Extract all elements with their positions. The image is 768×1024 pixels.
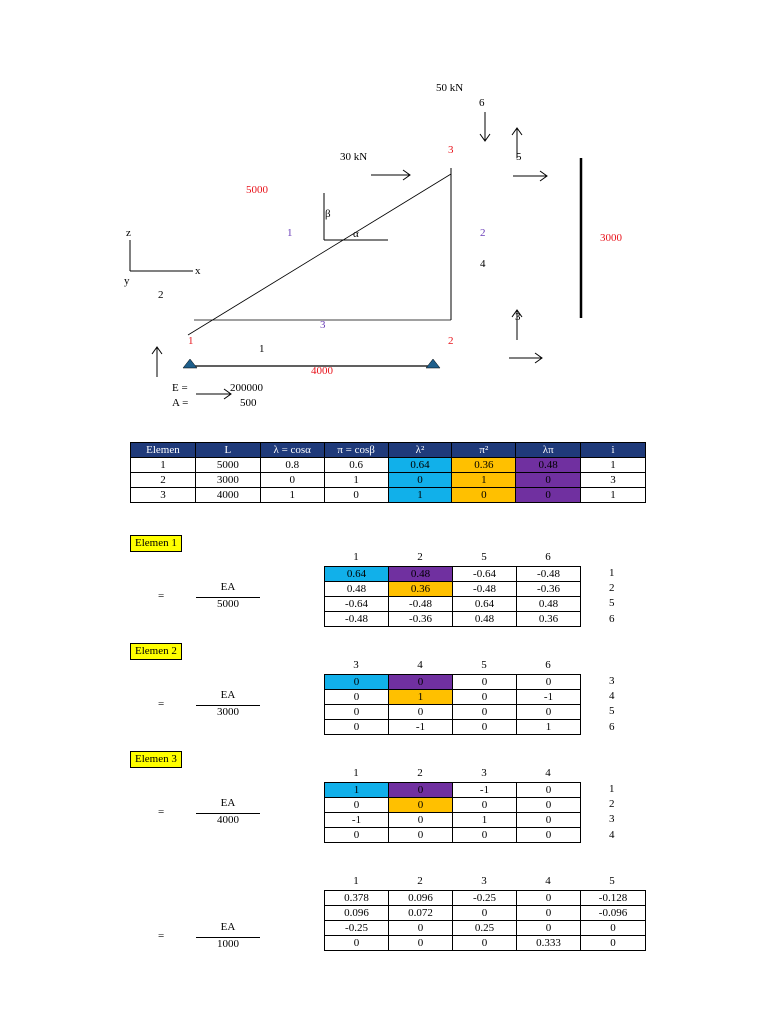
- cell: 0: [581, 921, 646, 936]
- column-index: 5: [481, 551, 487, 563]
- cell: 3: [131, 488, 196, 503]
- cell: 0: [581, 936, 646, 951]
- table-row: [325, 567, 581, 582]
- cell: 0.25: [453, 921, 517, 936]
- fraction-numerator: EA: [220, 797, 236, 809]
- cell: 1: [581, 488, 646, 503]
- cell: 0: [517, 675, 581, 690]
- table-row: [131, 488, 646, 503]
- cell: 0.64: [325, 567, 389, 582]
- cell: 0: [389, 675, 453, 690]
- cell: 0: [389, 813, 453, 828]
- cell: 0: [389, 936, 453, 951]
- cell: 0: [453, 675, 517, 690]
- cell: 0: [517, 828, 581, 843]
- column-index: 5: [481, 659, 487, 671]
- equals-sign: =: [158, 930, 165, 942]
- column-index: 4: [417, 659, 423, 671]
- cell: 0.6: [324, 458, 388, 473]
- element-1-matrix: [324, 566, 581, 627]
- cell: 0: [517, 798, 581, 813]
- cell: -0.096: [581, 906, 646, 921]
- cell: -0.48: [389, 597, 453, 612]
- fraction-denominator: 5000: [217, 598, 239, 610]
- cell: -1: [453, 783, 517, 798]
- header-l: L: [195, 443, 260, 458]
- cell: 0: [325, 675, 389, 690]
- cell: -0.64: [453, 567, 517, 582]
- cell: 1: [131, 458, 196, 473]
- cell: 0: [517, 921, 581, 936]
- cell: 0.36: [452, 458, 516, 473]
- cell: -1: [517, 690, 581, 705]
- equals-sign: =: [158, 590, 165, 602]
- fraction-denominator: 1000: [217, 938, 239, 950]
- cell: 0.36: [517, 612, 581, 627]
- axis-y-label: y: [124, 275, 130, 287]
- cell: 0: [389, 798, 453, 813]
- column-index: 3: [353, 659, 359, 671]
- beta-symbol: β: [325, 208, 331, 220]
- cell: 0: [453, 906, 517, 921]
- column-index: 3: [481, 767, 487, 779]
- column-index: 4: [545, 767, 551, 779]
- cell: 0.072: [389, 906, 453, 921]
- cell: 0.333: [517, 936, 581, 951]
- cell: 0: [325, 936, 389, 951]
- fraction-numerator: EA: [220, 689, 236, 701]
- row-index: 3: [609, 813, 615, 825]
- cell: 0: [516, 473, 581, 488]
- cell: 1: [453, 813, 517, 828]
- element-2-matrix: [324, 674, 581, 735]
- column-index: 3: [481, 875, 487, 887]
- cell: 0.48: [453, 612, 517, 627]
- cell: 0.48: [389, 567, 453, 582]
- length-3000-label: 3000: [600, 232, 622, 244]
- cell: 0: [453, 720, 517, 735]
- cell: 0: [453, 705, 517, 720]
- header-pi: π = cosβ: [324, 443, 388, 458]
- length-5000-label: 5000: [246, 184, 268, 196]
- cell: 1: [324, 473, 388, 488]
- e-value: 200000: [230, 382, 263, 394]
- cell: 0.64: [453, 597, 517, 612]
- table-row: [325, 936, 646, 951]
- cell: 0: [389, 921, 453, 936]
- cell: -0.64: [325, 597, 389, 612]
- cell: -1: [389, 720, 453, 735]
- cell: 0.48: [517, 597, 581, 612]
- row-index: 2: [609, 582, 615, 594]
- table-row: [325, 813, 581, 828]
- cell: 0: [325, 828, 389, 843]
- equals-sign: =: [158, 698, 165, 710]
- cell: 0.378: [325, 891, 389, 906]
- table-row: [325, 906, 646, 921]
- table-row: [325, 783, 581, 798]
- a-value: 500: [240, 397, 257, 409]
- row-index: 4: [609, 829, 615, 841]
- cell: -0.36: [389, 612, 453, 627]
- table-row: [325, 798, 581, 813]
- column-index: 4: [545, 875, 551, 887]
- header-lambda: λ = cosα: [260, 443, 324, 458]
- table-row: [325, 828, 581, 843]
- axis-x-label: x: [195, 265, 201, 277]
- row-index: 6: [609, 613, 615, 625]
- cell: 0: [453, 936, 517, 951]
- table-row: [325, 891, 646, 906]
- cell: 4000: [195, 488, 260, 503]
- cell: 0.48: [325, 582, 389, 597]
- cell: 2: [131, 473, 196, 488]
- cell: -0.36: [517, 582, 581, 597]
- header-i: i: [581, 443, 646, 458]
- cell: 0: [325, 690, 389, 705]
- fraction-numerator: EA: [220, 581, 236, 593]
- column-index: 2: [417, 767, 423, 779]
- cell: 0: [324, 488, 388, 503]
- cell: 3: [581, 473, 646, 488]
- element-2-tag: Elemen 2: [130, 643, 182, 660]
- cell: 0.8: [260, 458, 324, 473]
- cell: 1: [581, 458, 646, 473]
- cell: 0: [452, 488, 516, 503]
- cell: 0.48: [516, 458, 581, 473]
- cell: -0.25: [325, 921, 389, 936]
- cell: -0.48: [453, 582, 517, 597]
- cell: -0.48: [325, 612, 389, 627]
- cell: 0.36: [389, 582, 453, 597]
- row-index: 6: [609, 721, 615, 733]
- column-index: 5: [609, 875, 615, 887]
- load-30kn-label: 30 kN: [340, 151, 368, 163]
- table-row: [131, 458, 646, 473]
- cell: -1: [325, 813, 389, 828]
- table-row: [325, 597, 581, 612]
- cell: 1: [517, 720, 581, 735]
- header-pi-sq: π²: [452, 443, 516, 458]
- cell: 0: [325, 705, 389, 720]
- dof-4-label: 4: [480, 258, 486, 270]
- header-lambda-sq: λ²: [388, 443, 452, 458]
- column-index: 6: [545, 551, 551, 563]
- element-2-label: 2: [480, 227, 486, 239]
- summary-table: [130, 442, 646, 503]
- table-row: [325, 582, 581, 597]
- load-50kn-label: 50 kN: [436, 82, 464, 94]
- table-row: [131, 473, 646, 488]
- element-1-tag: Elemen 1: [130, 535, 182, 552]
- fraction-denominator: 3000: [217, 706, 239, 718]
- cell: 0: [517, 906, 581, 921]
- cell: 0: [389, 783, 453, 798]
- table-row: [325, 720, 581, 735]
- cell: -0.128: [581, 891, 646, 906]
- fraction-denominator: 4000: [217, 814, 239, 826]
- cell: -0.25: [453, 891, 517, 906]
- row-index: 1: [609, 783, 615, 795]
- a-label: A =: [172, 397, 189, 409]
- cell: 0: [517, 705, 581, 720]
- length-4000-label: 4000: [311, 365, 333, 377]
- equals-sign: =: [158, 806, 165, 818]
- cell: 1: [260, 488, 324, 503]
- summary-header-row: [131, 443, 646, 458]
- row-index: 1: [609, 567, 615, 579]
- cell: 3000: [195, 473, 260, 488]
- cell: 1: [452, 473, 516, 488]
- cell: 0: [388, 473, 452, 488]
- table-row: [325, 921, 646, 936]
- cell: 0.64: [388, 458, 452, 473]
- row-index: 2: [609, 798, 615, 810]
- cell: 0.096: [389, 891, 453, 906]
- table-row: [325, 612, 581, 627]
- cell: 1: [325, 783, 389, 798]
- cell: 5000: [195, 458, 260, 473]
- column-index: 1: [353, 551, 359, 563]
- cell: 0: [516, 488, 581, 503]
- cell: 0: [325, 720, 389, 735]
- element-1-label: 1: [287, 227, 293, 239]
- cell: 0: [453, 798, 517, 813]
- cell: 0: [325, 798, 389, 813]
- cell: 0: [453, 690, 517, 705]
- column-index: 6: [545, 659, 551, 671]
- element-3-label: 3: [320, 319, 326, 331]
- dof-3-label: 3: [515, 311, 521, 323]
- node-3-label: 3: [448, 144, 454, 156]
- cell: 0: [260, 473, 324, 488]
- column-index: 1: [353, 875, 359, 887]
- column-index: 2: [417, 875, 423, 887]
- cell: 1: [388, 488, 452, 503]
- row-index: 5: [609, 705, 615, 717]
- cell: 0: [453, 828, 517, 843]
- diagram-lines: [0, 0, 768, 420]
- element-3-tag: Elemen 3: [130, 751, 182, 768]
- element-3-matrix: [324, 782, 581, 843]
- fraction-numerator: EA: [220, 921, 236, 933]
- table-row: [325, 675, 581, 690]
- header-elemen: Elemen: [131, 443, 196, 458]
- dof-2-label: 2: [158, 289, 164, 301]
- header-lambda-pi: λπ: [516, 443, 581, 458]
- table-row: [325, 690, 581, 705]
- alpha-symbol: α: [353, 228, 359, 240]
- cell: 0.096: [325, 906, 389, 921]
- cell: 0: [517, 783, 581, 798]
- row-index: 3: [609, 675, 615, 687]
- column-index: 2: [417, 551, 423, 563]
- row-index: 4: [609, 690, 615, 702]
- dof-6-label: 6: [479, 97, 485, 109]
- global-matrix: [324, 890, 646, 951]
- axis-z-label: z: [126, 227, 131, 239]
- cell: 0: [517, 891, 581, 906]
- node-2-label: 2: [448, 335, 454, 347]
- table-row: [325, 705, 581, 720]
- cell: 1: [389, 690, 453, 705]
- cell: 0: [389, 705, 453, 720]
- dof-5-label: 5: [516, 151, 522, 163]
- cell: -0.48: [517, 567, 581, 582]
- cell: 0: [389, 828, 453, 843]
- row-index: 5: [609, 597, 615, 609]
- node-1-label: 1: [188, 335, 194, 347]
- e-label: E =: [172, 382, 188, 394]
- cell: 0: [517, 813, 581, 828]
- column-index: 1: [353, 767, 359, 779]
- dof-1-label: 1: [259, 343, 265, 355]
